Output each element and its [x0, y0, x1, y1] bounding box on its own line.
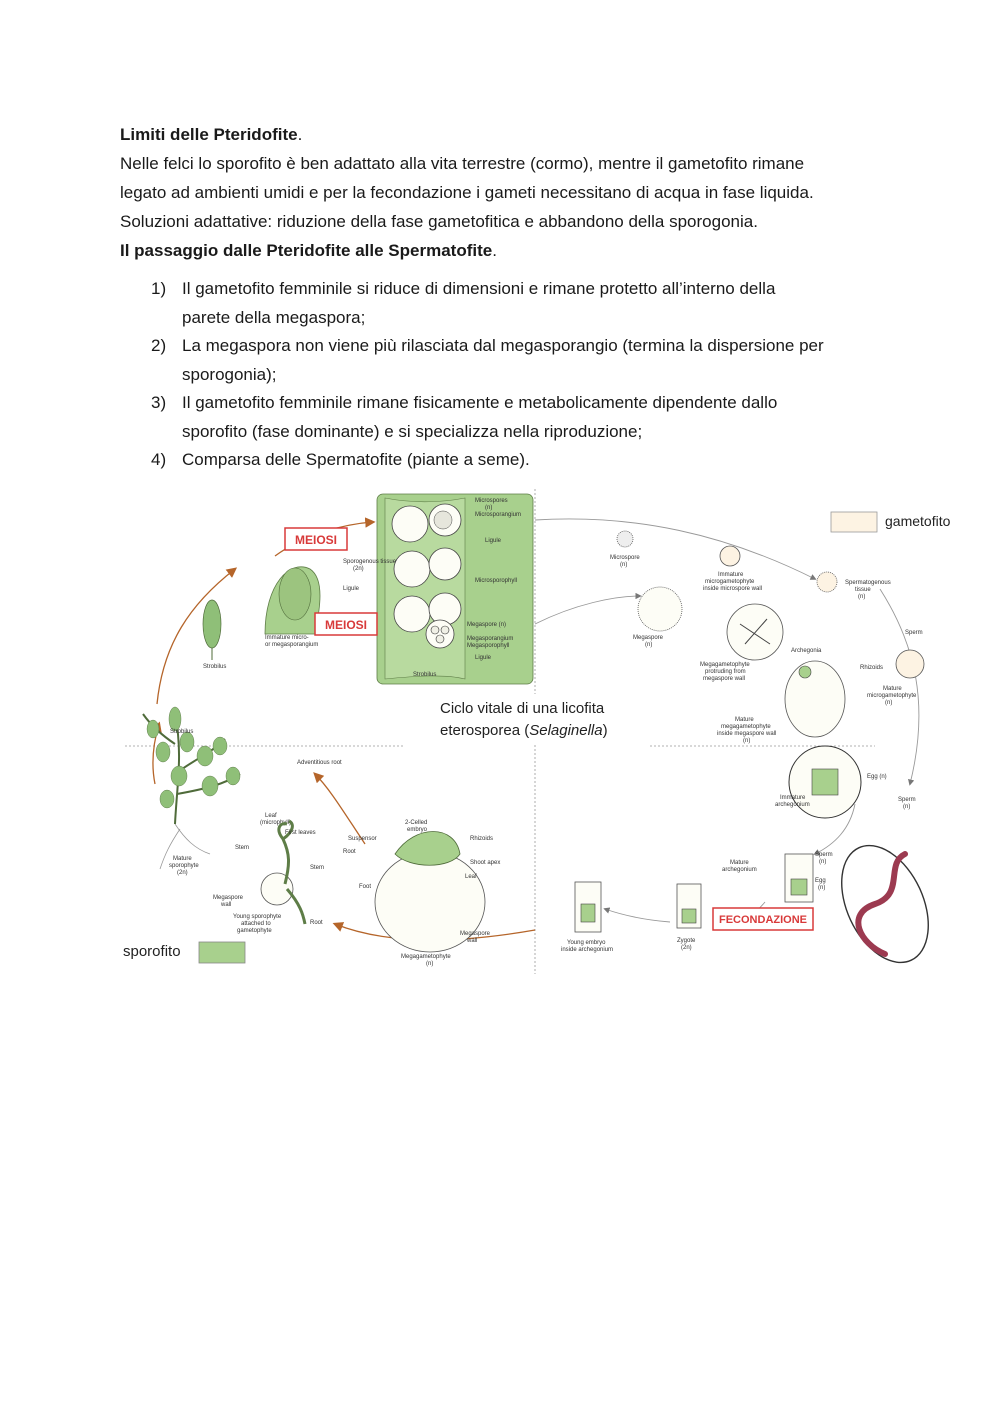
label-mature-microgametophyte-n: (n) — [885, 700, 893, 706]
label-sperm: Sperm — [898, 797, 916, 803]
label-microspores: Microspores — [475, 498, 508, 504]
label-mature-sporophyte: Mature — [173, 856, 192, 862]
sporangium — [394, 596, 430, 632]
label-sperm-n: (n) — [903, 804, 911, 810]
label-young-sporophyte: Young sporophyte — [233, 914, 282, 920]
list-item: 4) Comparsa delle Spermatofite (piante a seme). — [151, 450, 530, 469]
list-item: 2) La megaspora non viene più rilasciata dal megasporangio (termina la dispersione per sporogonia); — [151, 336, 824, 384]
young-sporophyte — [279, 821, 305, 924]
list-item: 1) Il gametofito femminile si riduce di dimensioni e rimane protetto all’interno della parete della megaspora; — [151, 279, 776, 327]
label-root: Root — [310, 920, 323, 926]
label-megaspore-wall: Megaspore — [213, 895, 244, 901]
legend-sporofito-label: sporofito — [123, 943, 181, 960]
label-immature-archegonium: archegonium — [775, 802, 810, 808]
label-megasporangium: Megasporangium — [467, 636, 514, 642]
embryo — [395, 832, 460, 866]
megaspore — [441, 626, 449, 634]
megaspore — [436, 635, 444, 643]
sporangium — [392, 506, 428, 542]
label-megaspore-wall: wall — [221, 902, 232, 908]
label-immature-sporangium: Immature micro- — [265, 635, 309, 641]
cycle-arrow — [157, 569, 235, 704]
label-sperm-n: (n) — [819, 859, 827, 865]
label-microsporophyll: Microsporophyll — [475, 578, 518, 584]
label-megaspore-n: (n) — [645, 642, 653, 648]
label-young-embryo: inside archegonium — [561, 947, 614, 953]
label-sporogenous-2n: (2n) — [353, 566, 364, 572]
label-mature-megagametophyte-n: (n) — [743, 738, 751, 744]
label-mature-sporophyte: sporophyte — [169, 863, 199, 869]
label-young-sporophyte: gametophyte — [237, 928, 272, 934]
label-mature-megagametophyte: Mature — [735, 717, 754, 723]
label-strobilus: Strobilus — [170, 729, 194, 735]
label-egg: Egg — [815, 878, 826, 884]
cycle-arrow — [535, 519, 815, 579]
label-immature-microgametophyte: Immature — [718, 572, 744, 578]
megaspore — [431, 626, 439, 634]
label-microspore: Microspore — [610, 555, 640, 561]
label-first-leaves: First leaves — [285, 830, 316, 836]
list-item: 3) Il gametofito femminile rimane fisicamente e metabolicamente dipendente dallo sporofito (fase dominante) e si specializza nella riproduzione; — [151, 393, 778, 441]
legend-sporofito-swatch — [199, 942, 245, 963]
label-zygote: Zygote — [677, 938, 696, 944]
label-foot: Foot — [359, 884, 372, 890]
label-leaf: Leaf — [465, 874, 477, 880]
label-rhizoids: Rhizoids — [470, 836, 494, 842]
fecondazione-label: FECONDAZIONE — [719, 914, 807, 926]
label-mature-archegonium: Mature — [730, 860, 749, 866]
label-megasporophyll: Megasporophyll — [467, 643, 510, 649]
label-immature-archegonium: Immature — [780, 795, 806, 801]
label-mature-megagametophyte: megagametophyte — [721, 724, 771, 730]
cycle-arrow — [535, 596, 640, 624]
label-leaf-microphyll: Leaf — [265, 813, 277, 819]
label-megaspore-wall: Megaspore — [460, 931, 491, 937]
strobilus-icon — [203, 600, 221, 648]
label-leaf-microphyll: (microphyll) — [260, 820, 292, 826]
label-megaspore-wall: wall — [467, 938, 478, 944]
label-strobilus: Strobilus — [413, 672, 437, 678]
label-spermatogenous: Spermatogenous — [845, 580, 891, 586]
heading-limiti: Limiti delle Pteridofite. — [120, 125, 303, 144]
label-megagametophyte: Megagametophyte — [401, 954, 451, 960]
label-egg: Egg (n) — [867, 774, 887, 780]
megasporangium — [426, 620, 454, 648]
label-egg-n: (n) — [818, 885, 826, 891]
label-sperm: Sperm — [905, 630, 923, 636]
megaspore — [638, 587, 682, 631]
label-young-sporophyte: attached to — [241, 921, 271, 927]
label-microspore-n: (n) — [620, 562, 628, 568]
paragraph-line-1: Nelle felci lo sporofito è ben adattato alla vita terrestre (cormo), mentre il gametofito rimane — [120, 154, 805, 173]
label-stem: Stem — [310, 865, 325, 871]
label-microspores-n: (n) — [485, 505, 493, 511]
spermatogenous-tissue — [817, 572, 837, 592]
label-mature-archegonium: archegonium — [722, 867, 757, 873]
label-mature-microgametophyte: microgametophyte — [867, 693, 917, 699]
legend-gametofito-swatch — [831, 512, 877, 532]
label-spermatogenous: tissue — [855, 587, 871, 593]
document-text — [120, 120, 900, 475]
diagram-title-line-1: Ciclo vitale di una licofita — [440, 700, 605, 717]
label-young-embryo: Young embryo — [567, 940, 606, 946]
label-immature-sporangium: or megasporangium — [265, 642, 319, 648]
label-megagametophyte: protruding from — [705, 669, 746, 675]
label-ligule: Ligule — [343, 586, 360, 592]
meiosi-label: MEIOSI — [294, 533, 338, 547]
label-two-celled-embryo: embryo — [407, 827, 428, 833]
label-rhizoids: Rhizoids — [860, 665, 884, 671]
mature-megagametophyte — [785, 661, 845, 737]
label-shoot-apex: Shoot apex — [470, 860, 501, 866]
cycle-arrow — [315, 774, 365, 844]
label-archegonia: Archegonia — [791, 648, 822, 654]
label-megagametophyte: megaspore wall — [703, 676, 746, 682]
steps-list — [120, 275, 900, 475]
label-megaspore: Megaspore — [633, 635, 664, 641]
label-root: Root — [343, 849, 356, 855]
life-cycle-diagram — [115, 484, 970, 974]
label-spermatogenous-n: (n) — [858, 594, 866, 600]
label-two-celled-embryo: 2-Celled — [405, 820, 428, 826]
paragraph-line-2: legato ad ambienti umidi e per la fecondazione i gameti necessitano di acqua in fase liquida. — [120, 183, 814, 202]
label-suspensor: Suspensor — [348, 836, 377, 842]
label-mature-microgametophyte: Mature — [883, 686, 902, 692]
sporophyte-leaves — [147, 707, 240, 808]
meiosi-label: MEIOSI — [324, 618, 368, 632]
sporangium — [429, 548, 461, 580]
heading-passaggio: Il passaggio dalle Pteridofite alle Spermatofite. — [120, 241, 497, 260]
legend-gametofito-label: gametofito — [885, 513, 951, 529]
cycle-arrow — [605, 909, 670, 922]
microspore — [617, 531, 633, 547]
sporangium — [394, 551, 430, 587]
diagram-title-line-2: eterosporea (Selaginella) — [440, 722, 608, 739]
label-stem: Stem — [235, 845, 250, 851]
label-megagametophyte: Megagametophyte — [700, 662, 750, 668]
mature-microgametophyte — [896, 650, 924, 678]
label-adventitious-root: Adventitious root — [297, 760, 342, 766]
immature-microgametophyte — [720, 546, 740, 566]
label-mature-megagametophyte: inside megaspore wall — [717, 731, 777, 737]
label-sperm: Sperm — [815, 852, 833, 858]
label-megagametophyte-n: (n) — [426, 961, 434, 967]
life-cycle-figure — [115, 484, 970, 974]
label-microsporangium: Microsporangium — [475, 512, 522, 518]
sporangium — [429, 593, 461, 625]
label-megaspore: Megaspore (n) — [467, 622, 507, 628]
label-ligule: Ligule — [475, 655, 492, 661]
label-ligule: Ligule — [485, 538, 502, 544]
label-zygote-2n: (2n) — [681, 945, 692, 951]
paragraph-line-3: Soluzioni adattative: riduzione della fase gametofitica e abbandono della sporogonia. — [120, 212, 758, 231]
megagametophyte — [375, 852, 485, 952]
label-immature-microgametophyte: microgametophyte — [705, 579, 755, 585]
label-immature-microgametophyte: inside microspore wall — [703, 586, 763, 592]
label-strobilus: Strobilus — [203, 664, 227, 670]
label-sporogenous-tissue: Sporogenous tissue — [343, 559, 397, 565]
label-mature-sporophyte-2n: (2n) — [177, 870, 188, 876]
microspores — [434, 511, 452, 529]
